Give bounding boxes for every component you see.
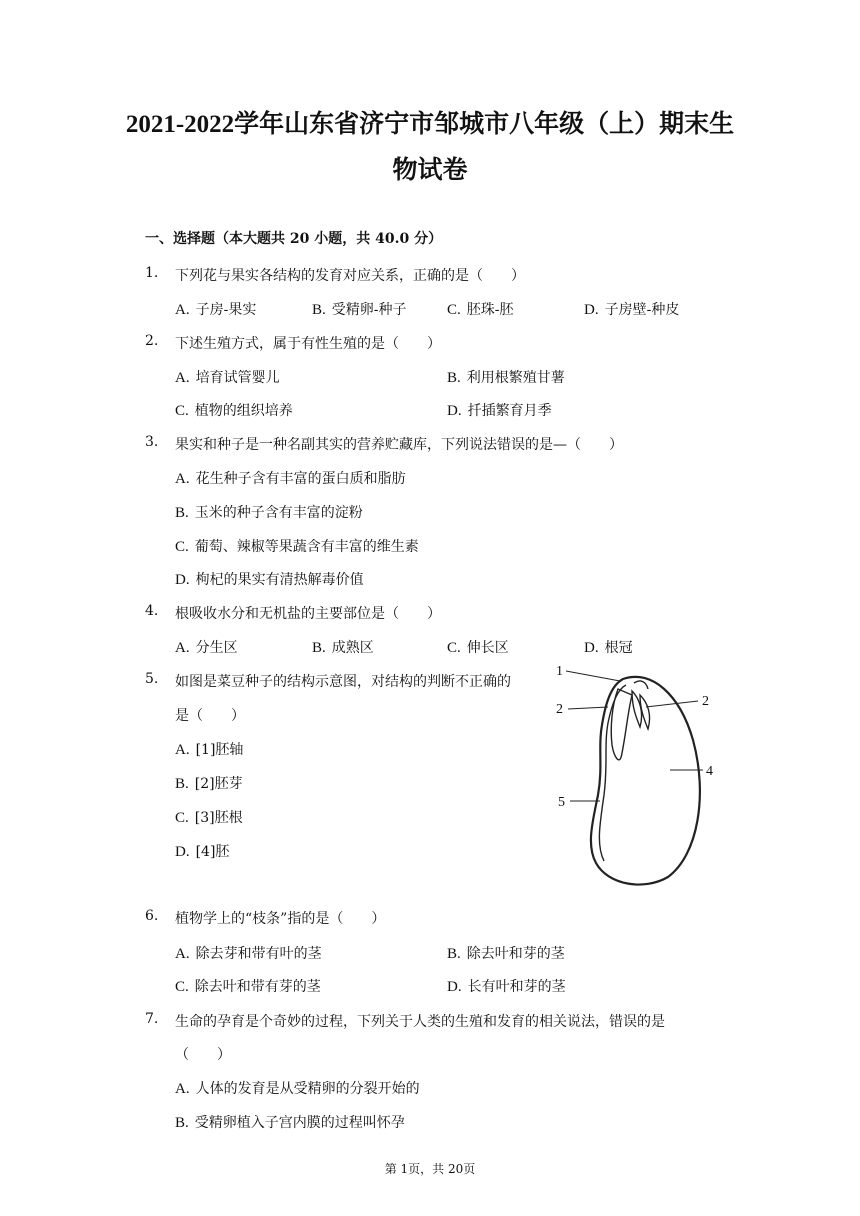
option: [175, 943, 322, 963]
option-text: [4]胚: [195, 844, 230, 860]
option-letter: C.: [175, 539, 189, 555]
option-letter: A.: [175, 471, 190, 487]
option-letter: B.: [447, 370, 461, 386]
bean-seed-diagram: [548, 655, 728, 890]
option: [175, 1112, 405, 1132]
option-letter: C.: [175, 979, 189, 995]
option-text: 受精卵-种子: [331, 302, 407, 318]
question-text-continued: （ ）: [175, 1047, 231, 1063]
option-letter: B.: [312, 640, 326, 656]
option-text: 伸长区: [466, 640, 509, 656]
option-letter: D.: [584, 302, 599, 318]
question-text: 下列花与果实各结构的发育对应关系，正确的是（ ）: [175, 268, 525, 284]
option-text: 扦插繁育月季: [467, 403, 552, 419]
option-letter: D.: [175, 572, 190, 588]
option-letter: B.: [175, 505, 189, 521]
figure-label-4: 4: [706, 764, 713, 779]
page-footer: 第 1页，共 20页: [384, 1162, 476, 1176]
option-text: 子房-果实: [195, 302, 257, 318]
option-text: 人体的发育是从受精卵的分裂开始的: [195, 1081, 420, 1097]
question-number: 6.: [145, 908, 159, 924]
figure-label-5: 5: [558, 795, 565, 810]
question-number: 4.: [145, 603, 159, 619]
option-letter: C.: [447, 302, 461, 318]
option-text: 培育试管婴儿: [195, 370, 280, 386]
option-letter: A.: [175, 946, 190, 962]
question-number: 7.: [145, 1011, 159, 1027]
question-text: 下述生殖方式，属于有性生殖的是（ ）: [175, 336, 441, 352]
option-letter: C.: [447, 640, 461, 656]
option-letter: B.: [175, 1115, 189, 1131]
option: [584, 637, 633, 657]
option: [584, 299, 679, 319]
option: [175, 299, 256, 319]
question-text: 植物学上的“枝条”指的是（ ）: [175, 911, 386, 927]
option-text: 花生种子含有丰富的蛋白质和脂肪: [195, 471, 406, 487]
figure-label-2-right: 2: [702, 694, 709, 709]
figure-label-1: 1: [556, 664, 563, 679]
option: [447, 943, 565, 963]
option-text: 胚珠-胚: [466, 302, 514, 318]
page-title-line1: 2021-2022学年山东省济宁市邹城市八年级（上）期末生: [125, 111, 735, 138]
option: [175, 976, 321, 996]
option-text: 长有叶和芽的茎: [467, 979, 566, 995]
option: [312, 299, 407, 319]
option-letter: D.: [447, 979, 462, 995]
option: [312, 637, 374, 657]
option-text: [3]胚根: [194, 810, 243, 826]
option: [175, 637, 238, 657]
option: [447, 299, 514, 319]
option: [447, 637, 509, 657]
option-letter: D.: [447, 403, 462, 419]
option-text: 除去叶和芽的茎: [466, 946, 565, 962]
option-letter: B.: [447, 946, 461, 962]
option: [447, 976, 566, 996]
option-letter: A.: [175, 302, 190, 318]
section-heading: 一、选择题（本大题共 20 小题，共 40.0 分）: [145, 231, 443, 247]
option-letter: A.: [175, 370, 190, 386]
option: [175, 367, 280, 387]
option-text: 成熟区: [331, 640, 374, 656]
question-text: 果实和种子是一种名副其实的营养贮藏库，下列说法错误的是—（ ）: [175, 437, 623, 453]
option-text: 玉米的种子含有丰富的淀粉: [194, 505, 363, 521]
option-letter: C.: [175, 403, 189, 419]
option-letter: D.: [584, 640, 599, 656]
option-text: 分生区: [195, 640, 238, 656]
option-letter: A.: [175, 1081, 190, 1097]
option: [175, 773, 243, 793]
option-text: 受精卵植入子宫内膜的过程叫怀孕: [194, 1115, 405, 1131]
option-text: 根冠: [604, 640, 633, 656]
question-number: 3.: [145, 434, 159, 450]
option-text: 葡萄、辣椒等果蔬含有丰富的维生素: [194, 539, 419, 555]
option-text: 子房壁-种皮: [604, 302, 680, 318]
option: [175, 1078, 420, 1098]
question-number: 1.: [145, 265, 159, 281]
option-letter: C.: [175, 810, 189, 826]
page-title-line2: 物试卷: [392, 157, 468, 184]
option-text: [2]胚芽: [194, 776, 243, 792]
option-letter: A.: [175, 640, 190, 656]
option: [175, 536, 419, 556]
option: [447, 367, 565, 387]
option-letter: D.: [175, 844, 190, 860]
option: [175, 400, 293, 420]
option-letter: B.: [312, 302, 326, 318]
option: [175, 739, 243, 759]
option-letter: A.: [175, 742, 190, 758]
option: [175, 502, 363, 522]
question-number: 5.: [145, 671, 159, 687]
option: [175, 468, 406, 488]
question-text: 如图是菜豆种子的结构示意图，对结构的判断不正确的: [175, 674, 511, 690]
figure-label-2-left: 2: [556, 702, 563, 717]
option: [175, 807, 243, 827]
option-letter: B.: [175, 776, 189, 792]
question-text: 生命的孕育是个奇妙的过程，下列关于人类的生殖和发育的相关说法，错误的是: [175, 1014, 665, 1030]
question-text-continued: 是（ ）: [175, 708, 245, 724]
option-text: 除去叶和带有芽的茎: [194, 979, 321, 995]
option-text: 植物的组织培养: [194, 403, 293, 419]
question-number: 2.: [145, 333, 159, 349]
question-text: 根吸收水分和无机盐的主要部位是（ ）: [175, 606, 441, 622]
option: [447, 400, 552, 420]
option-text: 利用根繁殖甘薯: [466, 370, 565, 386]
option-text: [1]胚轴: [195, 742, 244, 758]
option-text: 除去芽和带有叶的茎: [195, 946, 322, 962]
option: [175, 569, 364, 589]
option-text: 枸杞的果实有清热解毒价值: [195, 572, 364, 588]
option: [175, 841, 229, 861]
